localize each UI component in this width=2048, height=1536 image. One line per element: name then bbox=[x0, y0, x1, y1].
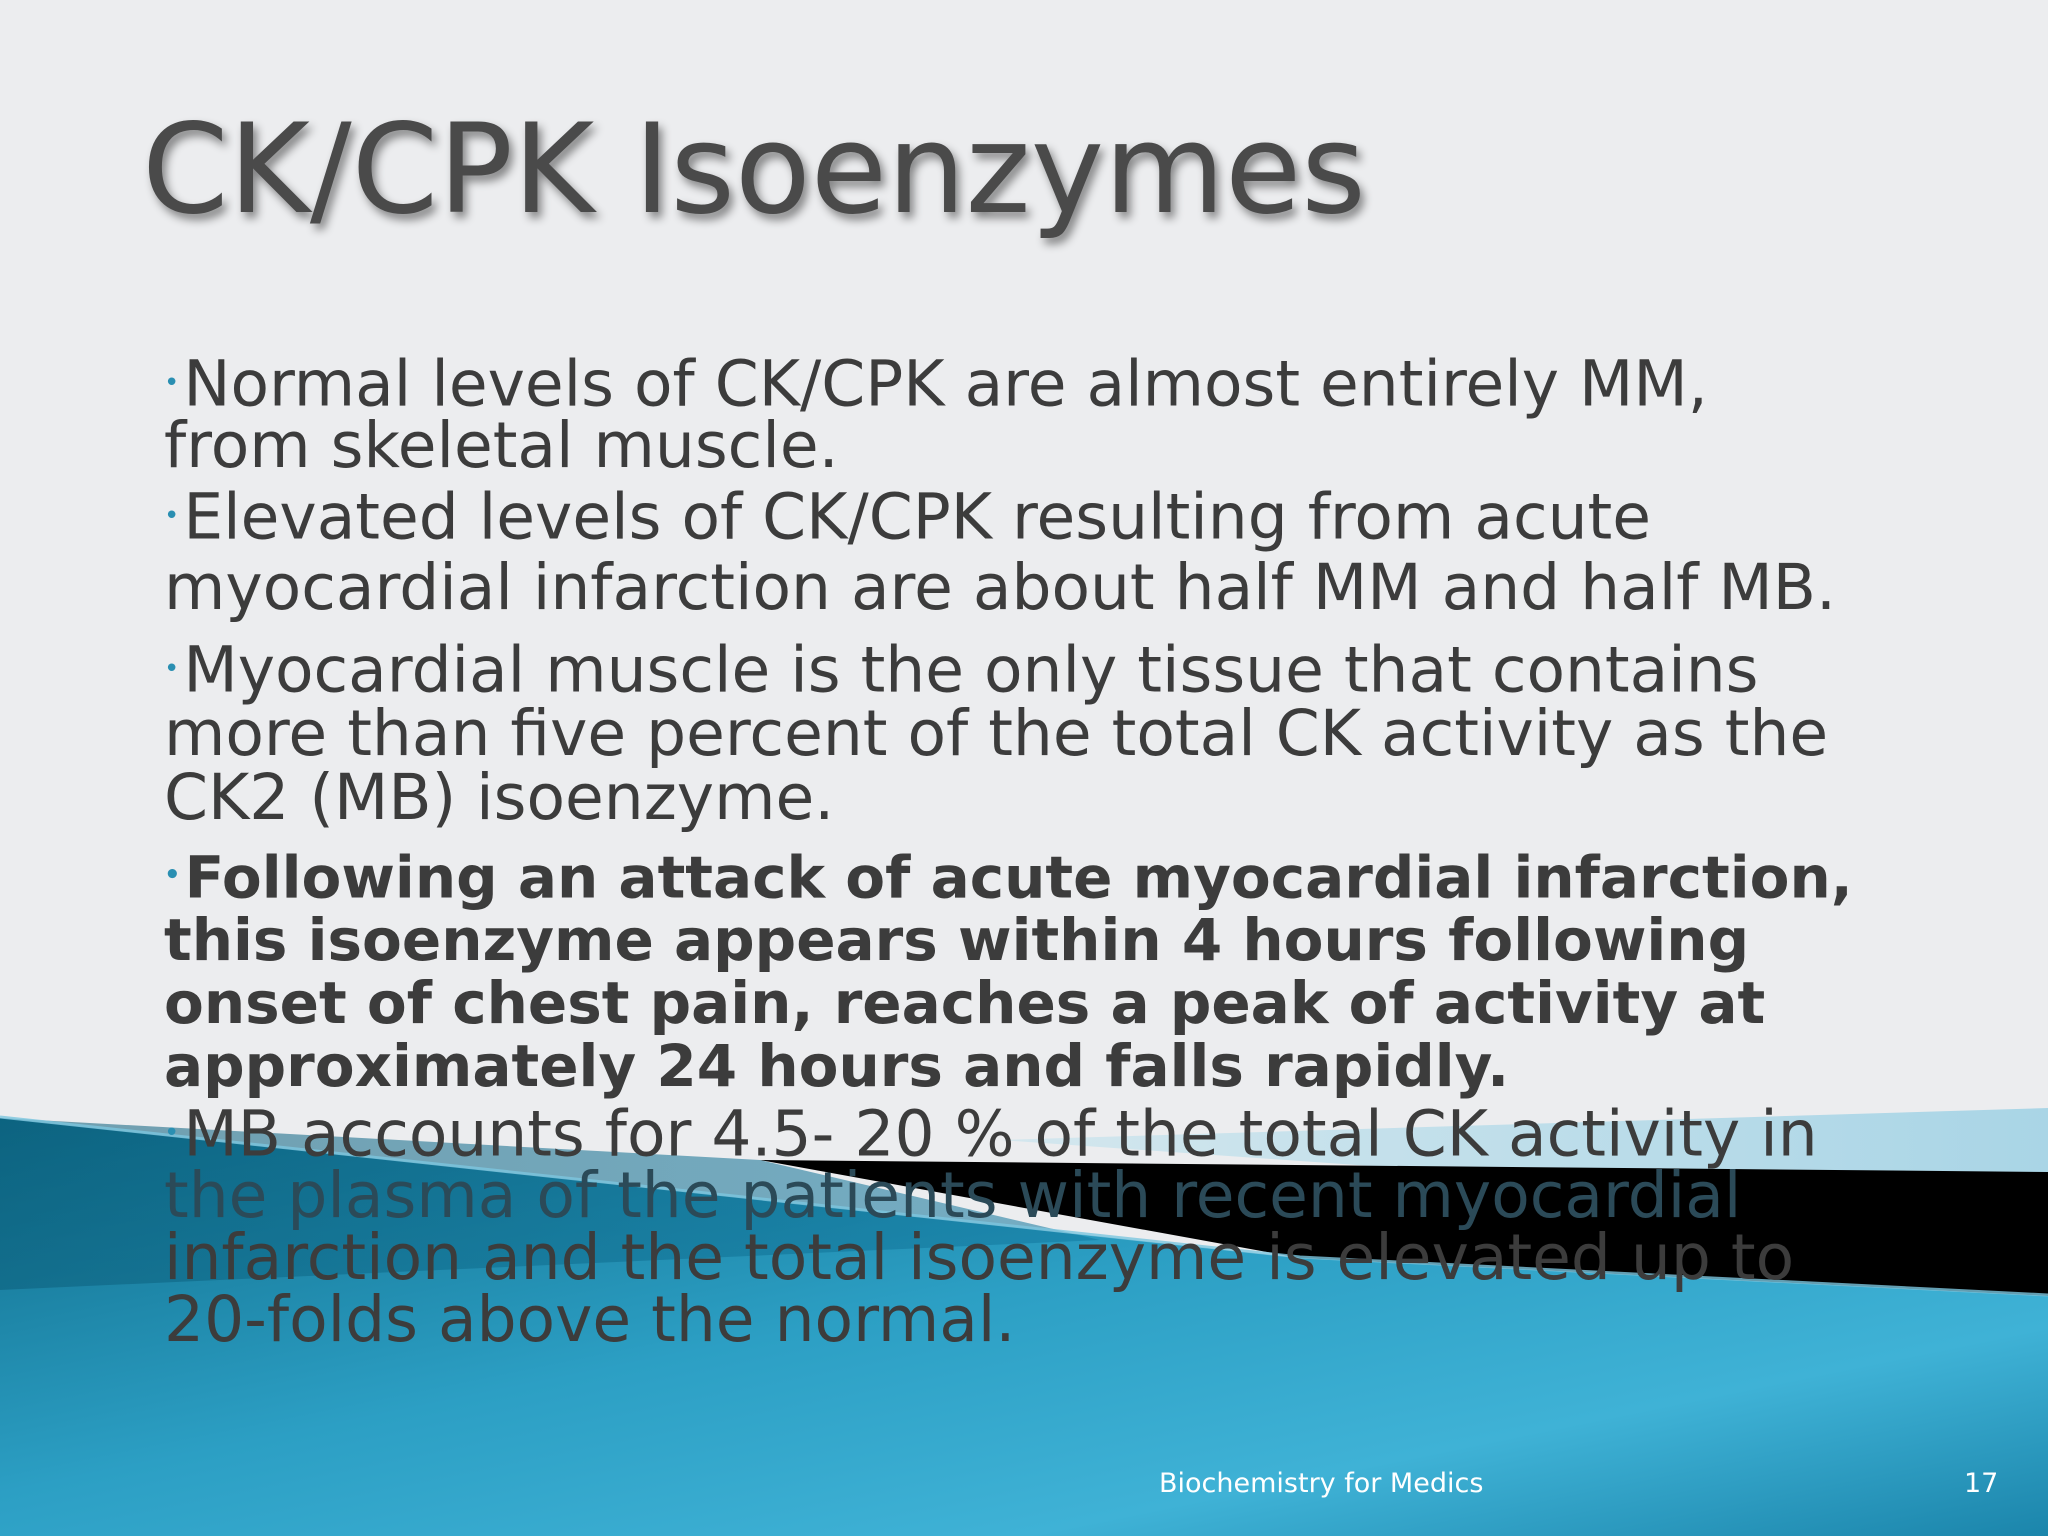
bullet-1-line-1: Normal levels of CK/CPK are almost entirely MM, bbox=[183, 347, 1708, 421]
page-number: 17 bbox=[1964, 1468, 1999, 1499]
bullet-3-line-2: more than five percent of the total CK activity as the bbox=[164, 696, 1829, 770]
bullet-item-5 bbox=[164, 1097, 2034, 1357]
bullet-2-line-2: myocardial infarction are about half MM and half MB. bbox=[164, 550, 1837, 624]
bullet-3-line-3: CK2 (MB) isoenzyme. bbox=[164, 760, 835, 834]
bullet-item-2 bbox=[164, 481, 2034, 622]
bullet-4-line-3: onset of chest pain, reaches a peak of activity at bbox=[164, 969, 1766, 1038]
bullet-item-3 bbox=[164, 632, 2034, 834]
bullet-5-line-3: infarction and the total isoenzyme is elevated up to bbox=[164, 1221, 1795, 1295]
bullet-marker: • bbox=[164, 501, 180, 532]
bullet-5-line-4: 20-folds above the normal. bbox=[164, 1283, 1016, 1357]
bullet-marker: • bbox=[164, 368, 180, 398]
bullet-5-line-1: MB accounts for 4.5- 20 % of the total CK activity in bbox=[183, 1097, 1818, 1171]
bullet-2-line-1: Elevated levels of CK/CPK resulting from acute bbox=[183, 480, 1651, 554]
bullet-3-line-1: Myocardial muscle is the only tissue that contains bbox=[183, 632, 1759, 706]
bullet-marker: • bbox=[164, 859, 181, 890]
bullet-item-1 bbox=[164, 347, 2034, 483]
bullet-4-line-4: approximately 24 hours and falls rapidly. bbox=[164, 1032, 1510, 1101]
bullet-5-line-2: the plasma of the patients with recent myocardial bbox=[164, 1159, 1742, 1233]
footer-text: Biochemistry for Medics bbox=[1159, 1468, 1484, 1499]
slide-title: CK/CPK Isoenzymes bbox=[142, 98, 1366, 242]
bullet-1-line-2: from skeletal muscle. bbox=[164, 409, 839, 483]
bullet-marker: • bbox=[164, 1118, 180, 1149]
bullet-4-line-2: this isoenzyme appears within 4 hours following bbox=[164, 906, 1750, 975]
bullet-marker: • bbox=[164, 653, 180, 684]
bullet-4-line-1: Following an attack of acute myocardial infarction, bbox=[184, 843, 1853, 912]
bullet-list bbox=[164, 347, 2034, 1357]
bullet-item-4 bbox=[164, 843, 2034, 1101]
